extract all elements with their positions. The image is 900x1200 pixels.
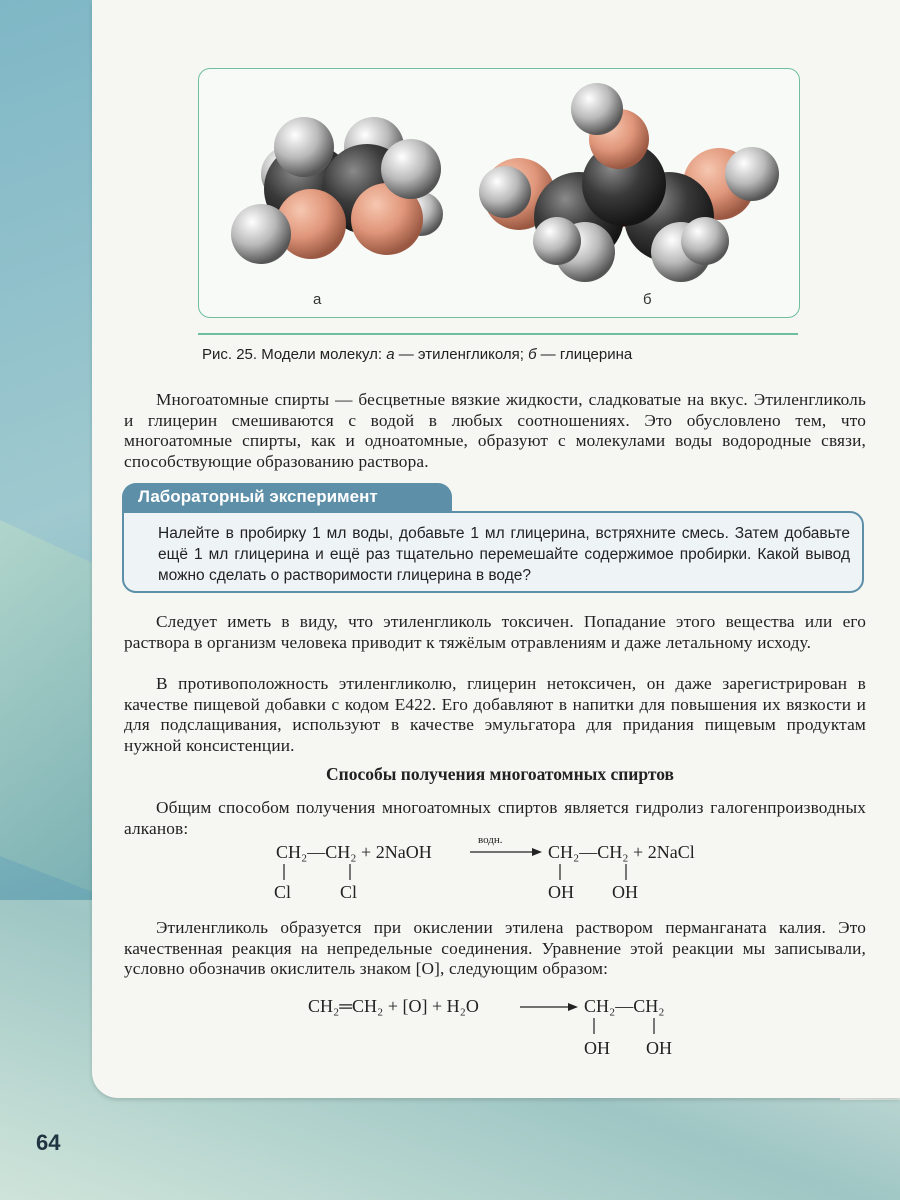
caption-divider bbox=[198, 333, 798, 335]
equation1-cl-1: Cl bbox=[274, 882, 292, 902]
bond-lines bbox=[584, 1016, 684, 1036]
equation1-oh-2: OH bbox=[612, 882, 638, 902]
figure-label-b: б bbox=[643, 291, 652, 308]
paragraph-glycerol-use: В противоположность этиленгликолю, глицерин нетоксичен, он даже зарегистрирован в качестве пищевой добавки с кодом Е422. Его добавляют в напитки для повышения их вязкости и для подслащивания, используют в качестве эмульгатора для придания пищевым продуктам нужной консистенции. bbox=[124, 674, 866, 755]
equation2-left: CH₂═CH₂ + [O] + H₂O bbox=[308, 996, 479, 1016]
reaction-arrow-icon bbox=[470, 846, 542, 858]
page-number: 64 bbox=[36, 1130, 61, 1155]
paragraph-properties: Многоатомные спирты — бесцветные вязкие жидкости, сладковатые на вкус. Этиленгликоль и глицерин смешиваются с водой в любых соотношениях. Это обусловлено тем, что многоатомные спирты, как и одноатомные, образуют с молекулами воды водородные связи, способствующие образованию раствора. bbox=[124, 390, 866, 471]
lab-experiment-title: Лабораторный эксперимент bbox=[122, 483, 452, 511]
glycerol-model bbox=[479, 83, 779, 282]
equation1-condition: водн. bbox=[478, 834, 503, 846]
equation1-right: CH₂—CH₂ + 2NaCl bbox=[548, 842, 695, 862]
equation1-left: CH₂—CH₂ + 2NaOH bbox=[276, 842, 432, 862]
ethylene-glycol-model bbox=[231, 117, 443, 264]
paragraph-toxicity: Следует иметь в виду, что этиленгликоль токсичен. Попадание этого вещества или его раствора в организм человека приводит к тяжёлым отравлениям и даже летальному исходу. bbox=[124, 612, 866, 652]
equation1-oh-1: OH bbox=[548, 882, 574, 902]
paragraph-oxidation: Этиленгликоль образуется при окислении этилена раствором перманганата калия. Это качественная реакция на непредельные соединения. Уравнение этой реакции мы записывали, условно обозначив окислитель знаком [O], следующим образом: bbox=[124, 918, 866, 978]
figure-caption: Рис. 25. Модели молекул: а — этиленгликоля; б — глицерина bbox=[202, 346, 633, 363]
equation1-cl-2: Cl bbox=[340, 882, 358, 902]
equation2-oh-1: OH bbox=[584, 1038, 610, 1058]
paragraph-preparation: Общим способом получения многоатомных спиртов является гидролиз галогенпроизводных алканов: bbox=[124, 798, 866, 838]
figure-frame bbox=[198, 68, 800, 318]
bond-lines bbox=[276, 862, 676, 882]
section-title: Способы получения многоатомных спиртов bbox=[325, 764, 675, 784]
reaction-arrow-icon bbox=[520, 1001, 578, 1013]
equation2-right: CH₂—CH₂ bbox=[584, 996, 665, 1016]
molecule-models-illustration bbox=[199, 69, 799, 317]
lab-experiment-text: Налейте в пробирку 1 мл воды, добавьте 1 мл глицерина, встряхните смесь. Затем добавьте ещё 1 мл глицерина и ещё раз тщательно перемешайте содержимое пробирки. Какой вывод можно сделать о растворимости глицерина в воде? bbox=[122, 511, 864, 593]
equation2-oh-2: OH bbox=[646, 1038, 672, 1058]
figure-label-a: а bbox=[313, 291, 322, 308]
